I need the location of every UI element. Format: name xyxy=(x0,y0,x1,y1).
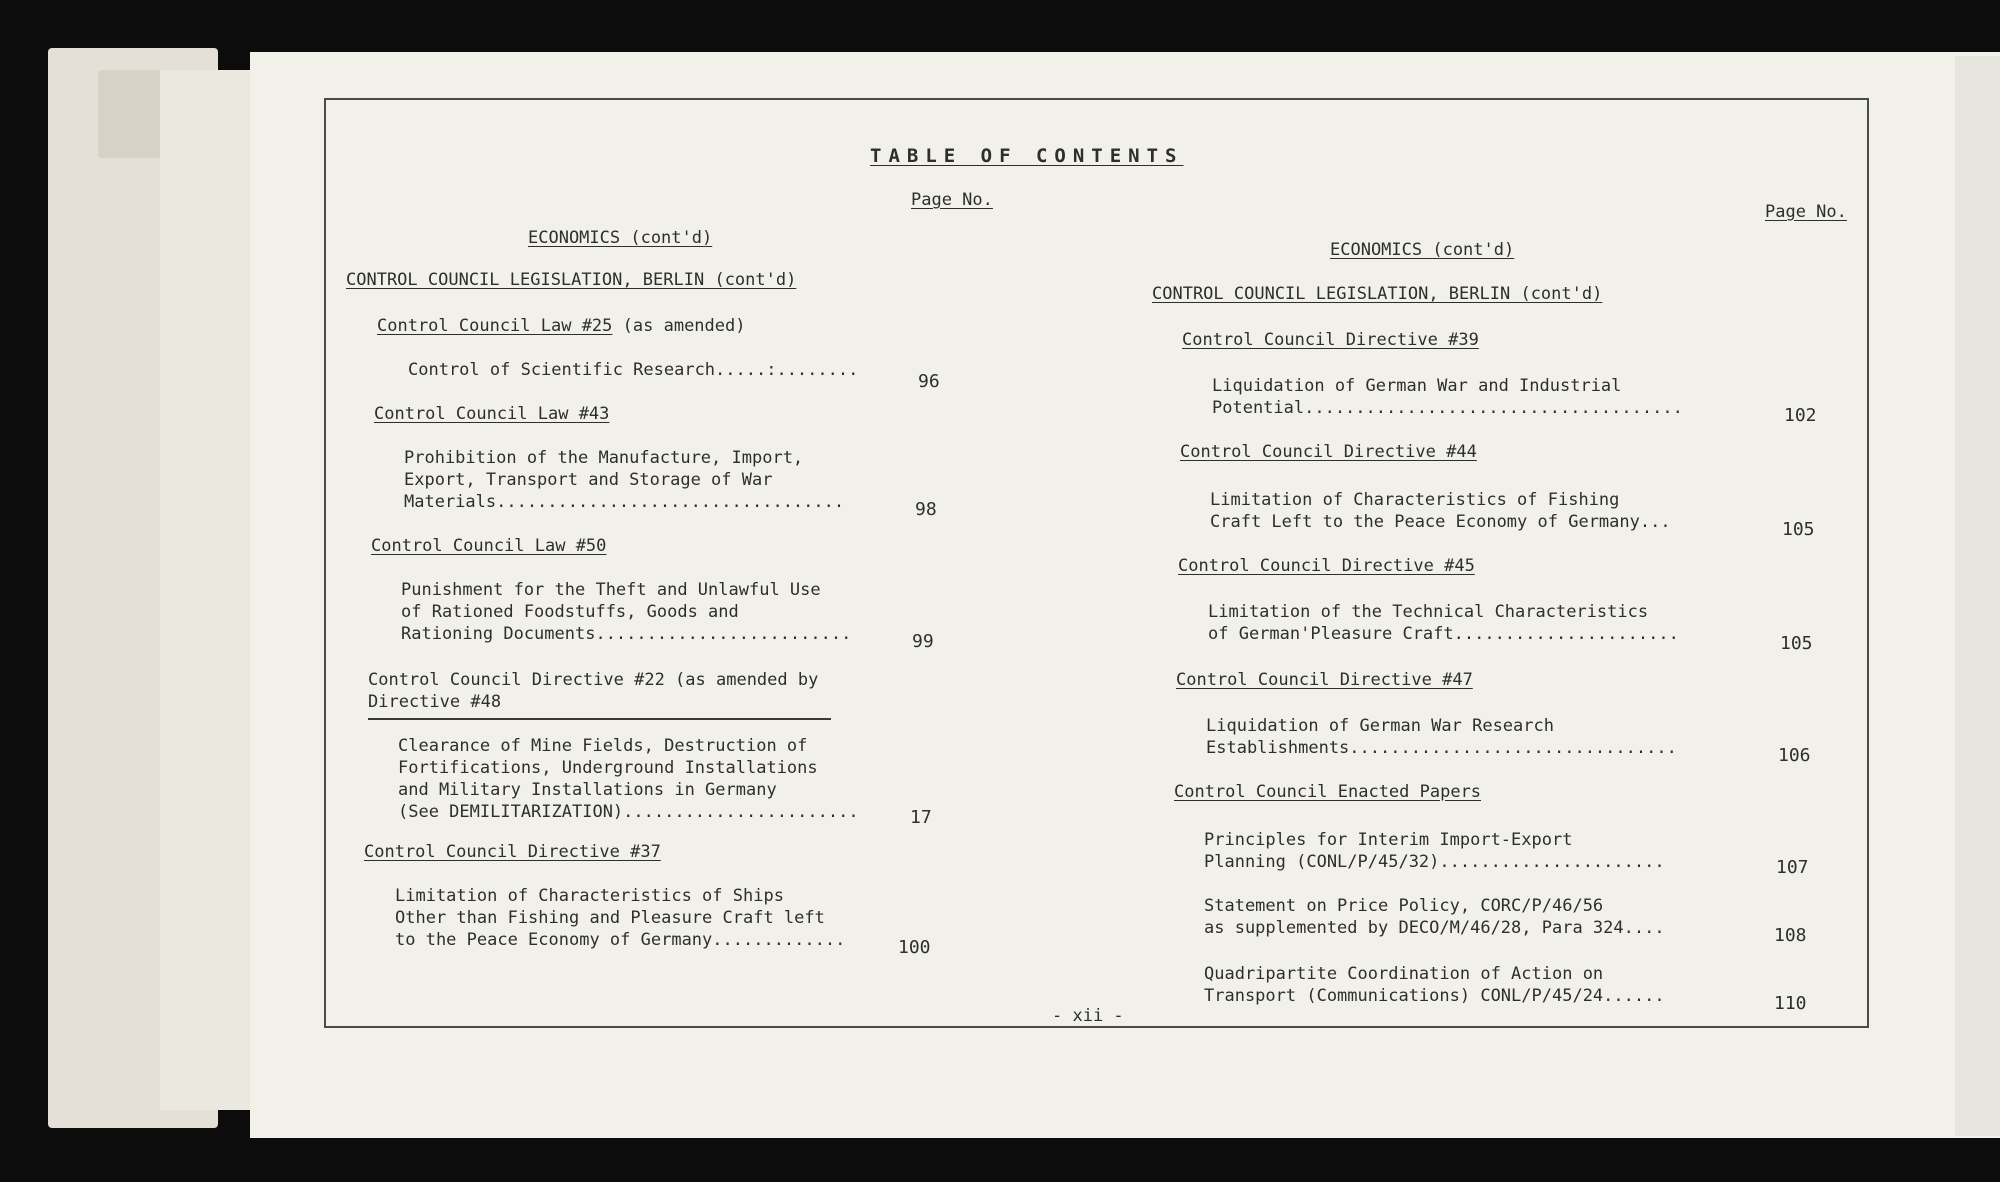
right-subsection-heading: CONTROL COUNCIL LEGISLATION, BERLIN (cont'd) xyxy=(1152,284,1603,304)
toc-entry-page: 105 xyxy=(1782,519,1815,540)
toc-entry-text: (See DEMILITARIZATION)....................... xyxy=(398,802,859,822)
left-group-4-heading: Control Council Directive #22 (as amended by xyxy=(368,670,819,690)
toc-entry-page: 108 xyxy=(1774,925,1807,946)
toc-title: TABLE OF CONTENTS xyxy=(870,145,1184,167)
toc-entry-text: Establishments................................ xyxy=(1206,738,1677,758)
toc-entry-text: Rationing Documents......................... xyxy=(401,624,852,644)
right-page-no-header: Page No. xyxy=(1765,202,1847,222)
toc-entry-text: Clearance of Mine Fields, Destruction of xyxy=(398,736,808,756)
toc-entry-text: Potential..................................... xyxy=(1212,398,1683,418)
toc-entry-page: 98 xyxy=(915,499,937,520)
left-page-no-header: Page No. xyxy=(911,190,993,210)
toc-entry-page: 96 xyxy=(918,371,940,392)
left-subsection-heading: CONTROL COUNCIL LEGISLATION, BERLIN (cont'd) xyxy=(346,270,797,290)
toc-entry-text: Limitation of Characteristics of Ships xyxy=(395,886,784,906)
toc-entry-text: Export, Transport and Storage of War xyxy=(404,470,773,490)
right-group-3-heading: Control Council Directive #45 xyxy=(1178,556,1475,576)
toc-entry-text: to the Peace Economy of Germany............. xyxy=(395,930,846,950)
page-number-footer: - xii - xyxy=(1052,1006,1124,1026)
right-group-2-heading: Control Council Directive #44 xyxy=(1180,442,1477,462)
toc-entry-text: Liquidation of German War Research xyxy=(1206,716,1554,736)
left-group-4-heading-line2: Directive #48 xyxy=(368,692,831,720)
facing-page-edge xyxy=(1955,56,2000,1136)
toc-entry-text: Punishment for the Theft and Unlawful Use xyxy=(401,580,821,600)
toc-entry-text: Principles for Interim Import-Export xyxy=(1204,830,1573,850)
toc-entry-text: Control of Scientific Research.....:........ xyxy=(408,360,859,380)
left-group-3-heading: Control Council Law #50 xyxy=(371,536,607,556)
toc-entry-text: and Military Installations in Germany xyxy=(398,780,777,800)
toc-entry-text: as supplemented by DECO/M/46/28, Para 324.... xyxy=(1204,918,1665,938)
toc-entry-text: of German'Pleasure Craft...................... xyxy=(1208,624,1679,644)
left-group-1-heading: Control Council Law #25 (as amended) xyxy=(377,316,746,336)
toc-entry-text: Other than Fishing and Pleasure Craft left xyxy=(395,908,825,928)
toc-entry-page: 107 xyxy=(1776,857,1809,878)
toc-entry-text: Fortifications, Underground Installations xyxy=(398,758,818,778)
left-group-2-heading: Control Council Law #43 xyxy=(374,404,610,424)
toc-entry-text: Prohibition of the Manufacture, Import, xyxy=(404,448,804,468)
toc-entry-text: of Rationed Foodstuffs, Goods and xyxy=(401,602,739,622)
toc-entry-page: 102 xyxy=(1784,405,1817,426)
right-group-1-heading: Control Council Directive #39 xyxy=(1182,330,1479,350)
right-section-heading: ECONOMICS (cont'd) xyxy=(1330,240,1515,260)
left-group-5-heading: Control Council Directive #37 xyxy=(364,842,661,862)
toc-entry-page: 100 xyxy=(898,937,931,958)
right-group-4-heading: Control Council Directive #47 xyxy=(1176,670,1473,690)
toc-entry-page: 17 xyxy=(910,807,932,828)
toc-entry-text: Planning (CONL/P/45/32)...................... xyxy=(1204,852,1665,872)
right-group-5-heading: Control Council Enacted Papers xyxy=(1174,782,1482,802)
toc-entry-text: Craft Left to the Peace Economy of Germany... xyxy=(1210,512,1671,532)
toc-entry-page: 106 xyxy=(1778,745,1811,766)
toc-entry-text: Limitation of Characteristics of Fishing xyxy=(1210,490,1620,510)
toc-entry-page: 99 xyxy=(912,631,934,652)
toc-entry-text: Statement on Price Policy, CORC/P/46/56 xyxy=(1204,896,1604,916)
toc-entry-text: Quadripartite Coordination of Action on xyxy=(1204,964,1604,984)
left-section-heading: ECONOMICS (cont'd) xyxy=(528,228,713,248)
toc-entry-text: Liquidation of German War and Industrial xyxy=(1212,376,1622,396)
toc-entry-text: Limitation of the Technical Characteristics xyxy=(1208,602,1649,622)
toc-entry-page: 110 xyxy=(1774,993,1807,1014)
toc-entry-page: 105 xyxy=(1780,633,1813,654)
toc-entry-text: Transport (Communications) CONL/P/45/24...... xyxy=(1204,986,1665,1006)
toc-entry-text: Materials.................................. xyxy=(404,492,845,512)
